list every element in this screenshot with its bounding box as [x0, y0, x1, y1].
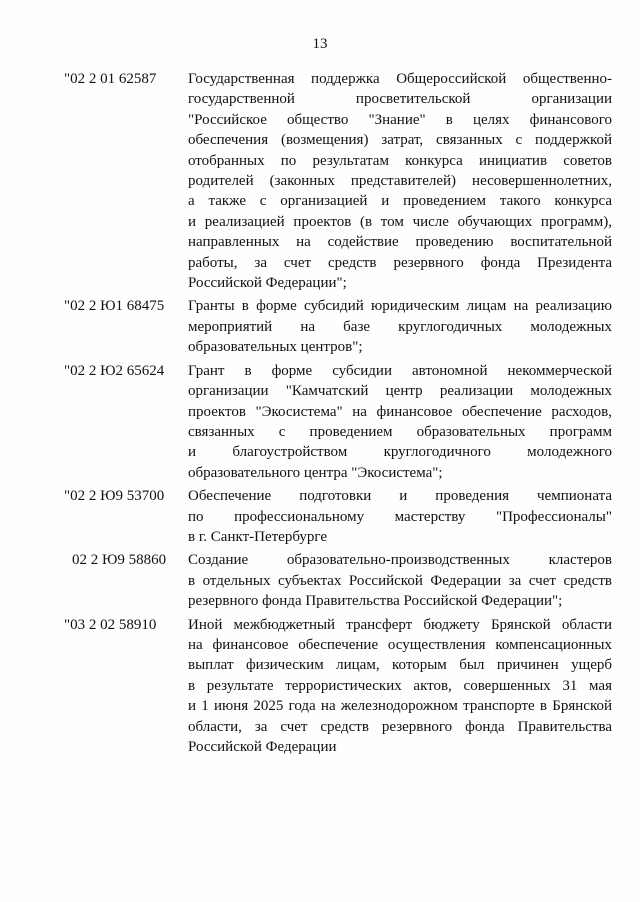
budget-classification-code: "02 2 Ю1 68475	[64, 298, 165, 315]
budget-entry	[64, 69, 612, 293]
budget-classification-code: 02 2 Ю9 58860	[72, 552, 167, 569]
description-line: Создание образовательно-производственных кластеров	[188, 552, 612, 569]
description-line: отобранных по результатам конкурса инициатив советов	[188, 152, 612, 169]
budget-classification-code: "03 2 02 58910	[64, 616, 157, 633]
budget-entry-description	[188, 296, 612, 357]
description-line: проектов "Экосистема" на финансовое обеспечение расходов,	[188, 403, 612, 420]
description-line: и реализацией проектов (в том числе обучающих программ),	[188, 213, 612, 230]
budget-entry-description	[188, 615, 612, 758]
budget-entry-description	[188, 69, 612, 293]
description-line: родителей (законных представителей) несовершеннолетних,	[188, 173, 612, 190]
budget-classification-code: "02 2 Ю9 53700	[64, 488, 165, 505]
description-line: "Российское общество "Знание" в целях финансового	[188, 111, 612, 128]
description-line: образовательных центров";	[188, 339, 363, 356]
description-line: обеспечения (возмещения) затрат, связанных с поддержкой	[188, 132, 612, 149]
description-line: области, за счет средств резервного фонда Правительства	[188, 718, 612, 735]
description-line: направленных на содействие проведению воспитательной	[188, 234, 612, 251]
description-line: работы, за счет средств резервного фонда Президента	[188, 254, 612, 271]
budget-entry-description	[188, 486, 612, 547]
budget-entry	[64, 361, 612, 483]
budget-entry	[64, 486, 612, 547]
description-line: Гранты в форме субсидий юридическим лицам на реализацию	[188, 298, 612, 315]
description-line: в результате террористических актов, совершенных 31 мая	[188, 677, 612, 694]
description-line: мероприятий на базе круглогодичных молодежных	[188, 318, 612, 335]
description-line: связанных с проведением образовательных программ	[188, 423, 612, 440]
budget-entry	[64, 296, 612, 357]
budget-entry	[64, 550, 612, 611]
description-line: на финансовое обеспечение осуществления компенсационных	[188, 636, 612, 653]
description-line: резервного фонда Правительства Российской Федерации";	[188, 593, 563, 610]
description-line: Государственная поддержка Общероссийской общественно-	[188, 71, 612, 87]
description-line: по профессиональному мастерству "Профессионалы"	[188, 508, 612, 525]
description-line: и благоустройством круглогодичного молодежного	[188, 444, 612, 461]
description-line: государственной просветительской организации	[188, 91, 612, 108]
description-line: образовательного центра "Экосистема";	[188, 464, 443, 481]
budget-entry-description	[188, 550, 612, 611]
description-line: Российской Федерации";	[188, 275, 347, 292]
description-line: Российской Федерации	[188, 739, 337, 755]
description-line: Иной межбюджетный трансферт бюджету Брянской области	[188, 616, 612, 633]
budget-classification-code: "02 2 Ю2 65624	[64, 362, 165, 379]
description-line: и 1 июня 2025 года на железнодорожном транспорте в Брянской	[188, 698, 612, 715]
description-line: в отдельных субъектах Российской Федерации за счет средств	[188, 572, 612, 589]
budget-entry	[64, 615, 612, 758]
description-line: а также с организацией и проведением такого конкурса	[188, 193, 612, 210]
page-number: 13	[312, 36, 328, 52]
description-line: Грант в форме субсидии автономной некоммерческой	[188, 362, 612, 379]
description-line: организации "Камчатский центр реализации молодежных	[188, 383, 612, 400]
description-line: в г. Санкт-Петербурге	[188, 528, 327, 545]
description-line: выплат физическим лицам, которым был причинен ущерб	[188, 657, 612, 674]
budget-entry-description	[188, 361, 612, 483]
description-line: Обеспечение подготовки и проведения чемпионата	[188, 488, 612, 505]
budget-entries-list	[64, 69, 612, 760]
budget-classification-code: "02 2 01 62587	[64, 71, 157, 87]
